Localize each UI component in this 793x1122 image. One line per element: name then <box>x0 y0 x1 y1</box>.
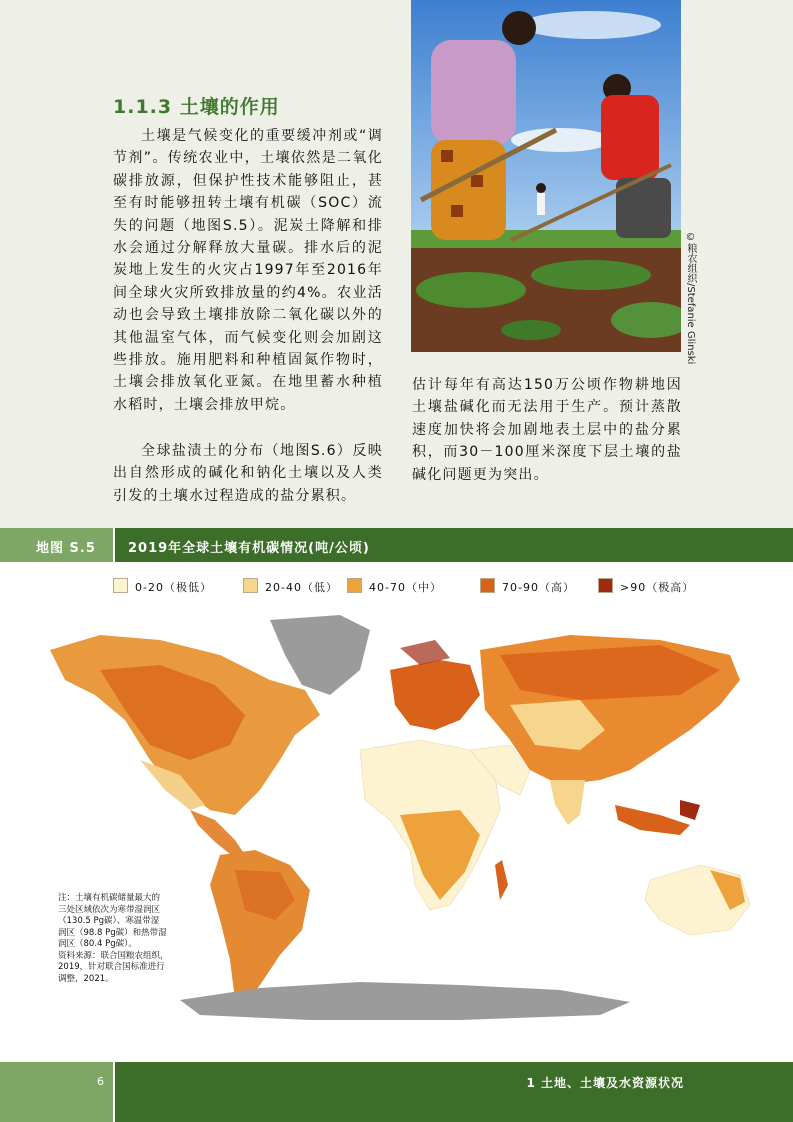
body-paragraph-2: 全球盐渍土的分布（地图S.6）反映出自然形成的碱化和钠化土壤以及人类引发的土壤水过程造成的盐分累积。 <box>113 443 383 504</box>
map-label: 地图 S.5 <box>36 541 96 556</box>
map-note <box>58 893 198 985</box>
note-line: 调整，2021。 <box>58 973 114 984</box>
map-header <box>0 528 793 562</box>
note-line: 注：土壤有机碳储量最大的 <box>58 893 161 903</box>
legend-label: 70-90（高） <box>502 581 575 594</box>
note-line: 润区（98.8 Pg碳）和热带湿 <box>58 927 167 938</box>
photo-credit: ©粮农组织/Stefanie Glinski <box>685 232 696 365</box>
legend-swatch <box>480 578 495 593</box>
body-paragraph-3: 估计每年有高达150万公顷作物耕地因土壤盐碱化而无法用于生产。预计蒸散速度加快将会加剧地表土层中的盐分累积，而30－100厘米深度下层土壤的盐碱化问题更为突出。 <box>412 377 682 483</box>
legend-swatch <box>243 578 258 593</box>
chapter-title: 1 土地、土壤及水资源状况 <box>526 1076 684 1090</box>
note-line: （130.5 Pg碳）、寒温带湿 <box>58 916 160 926</box>
farmers-photo <box>411 0 681 352</box>
section-title: 1.1.3 土壤的作用 <box>113 96 280 118</box>
legend-label: >90（极高） <box>620 581 695 594</box>
footer-left-box <box>0 1062 115 1122</box>
legend-swatch <box>347 578 362 593</box>
map-title: 2019年全球土壤有机碳情况(吨/公顷) <box>128 541 370 556</box>
legend-label: 40-70（中） <box>369 581 442 594</box>
body-paragraph-1: 土壤是气候变化的重要缓冲剂或“调节剂”。传统农业中，土壤依然是二氧化碳排放源，但保护性技术能够阻止，甚至有时能够扭转土壤有机碳（SOC）流失的问题（地图S.5）。泥炭土降解和排水会通过分解释放大量碳。排水后的泥炭地上发生的火灾占1997年至2016年间全球火灾所致排放量的约4%。农业活动也会导致土壤排放除二氧化碳以外的其他温室气体，而气候变化则会加剧这些排放。施用肥料和种植固氮作物时，土壤会排放氧化亚氮。在地里蓄水种植水稻时，土壤会排放甲烷。 <box>113 128 383 413</box>
legend-label: 0-20（极低） <box>135 581 212 594</box>
note-line: 资料来源：联合国粮农组织， <box>58 950 169 961</box>
legend-swatch <box>598 578 613 593</box>
note-line: 润区（80.4 Pg碳）。 <box>58 939 137 949</box>
page-footer <box>0 1062 793 1122</box>
note-line: 三处区域依次为寒带湿润区 <box>58 904 161 915</box>
note-line: 2019，针对联合国标准进行 <box>58 962 165 972</box>
legend-label: 20-40（低） <box>265 581 338 594</box>
page-number: 6 <box>97 1075 104 1088</box>
legend-swatch <box>113 578 128 593</box>
